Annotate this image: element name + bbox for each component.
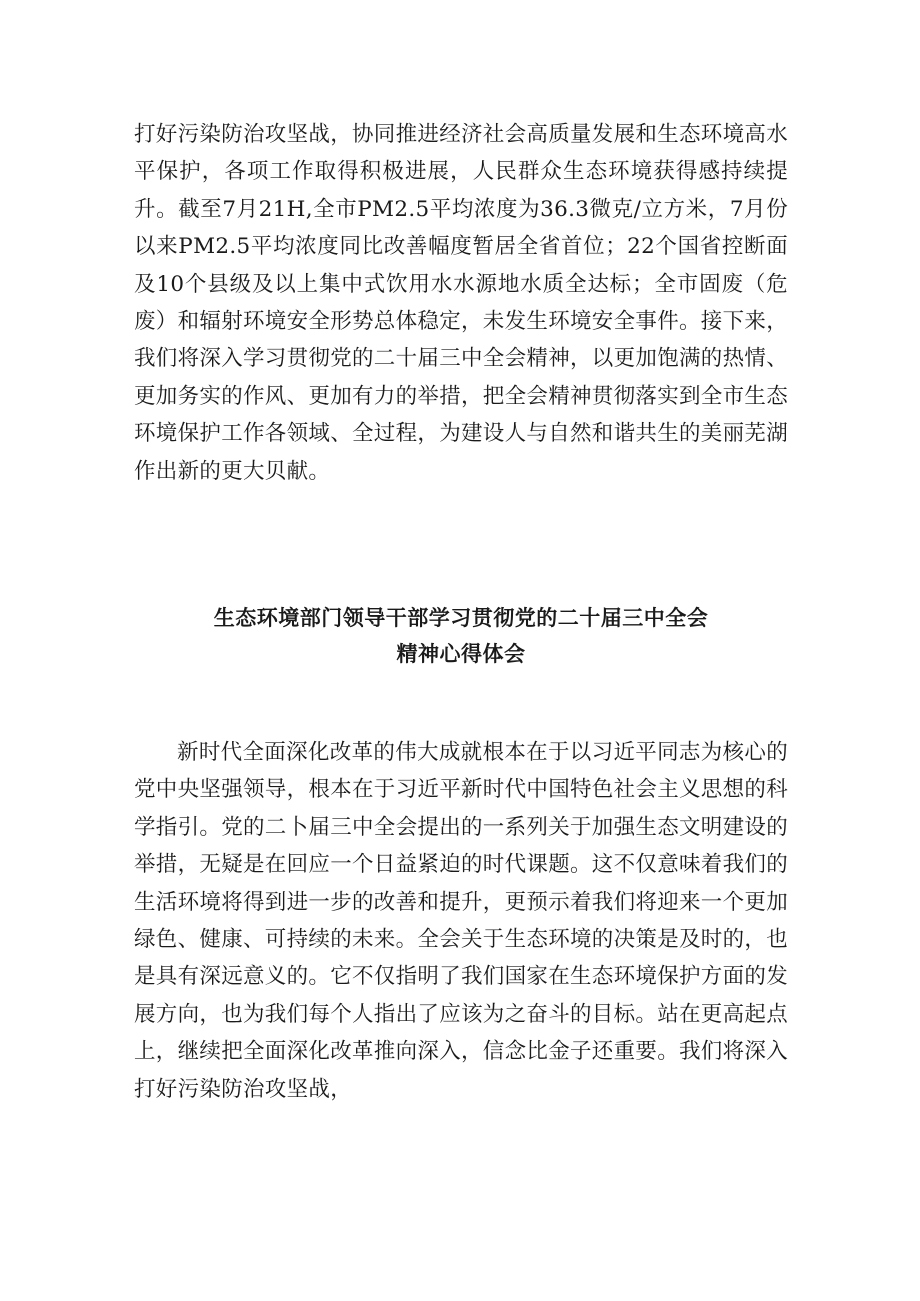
article-title-line-1: 生态环境部门领导干部学习贯彻党的二十届三中全会 (213, 606, 709, 630)
article-title-line-2: 精神心得体会 (396, 642, 526, 666)
continued-paragraph: 打好污染防治攻坚战，协同推进经济社会高质量发展和生态环境高水平保护，各项工作取得积极进展，人民群众生态环境获得感持续提升。截至7月21H,全市PM2.5平均浓度为36.3微克/立方米，7月份以来PM2.5平均浓度同比改善幅度暂居全省首位；22个国省控断面及10个县级及以上集中式饮用水水源地水质全达标；全市固废（危废）和辐射环境安全形势总体稳定，未发生环境安全事件。接下来，我们将深入学习贯彻党的二十届三中全会精神，以更加饱满的热情、更加务实的作风、更加有力的举措，把全会精神贯彻落实到全市生态环境保护工作各领域、全过程，为建设人与自然和谐共生的美丽芜湖作出新的更大贝献。 (134, 122, 789, 484)
article-title (134, 600, 788, 672)
body-paragraph: 新时代全面深化改革的伟大成就根本在于以习近平同志为核心的党中央坚强领导，根本在于习近平新时代中国特色社会主义思想的科学指引。党的二卜届三中全会提出的一系列关于加强生态文明建设的举措，无疑是在回应一个日益紧迫的时代课题。这不仅意味着我们的生活环境将得到进一步的改善和提升，更预示着我们将迎来一个更加绿色、健康、可持续的未来。全会关于生态环境的决策是及时的，也是具有深远意义的。它不仅指明了我们国家在生态环境保护方面的发展方向，也为我们每个人指出了应该为之奋斗的目标。站在更高起点上，继续把全面深化改革推向深入，信念比金子还重要。我们将深入打好污染防治攻坚战， (134, 740, 789, 1102)
